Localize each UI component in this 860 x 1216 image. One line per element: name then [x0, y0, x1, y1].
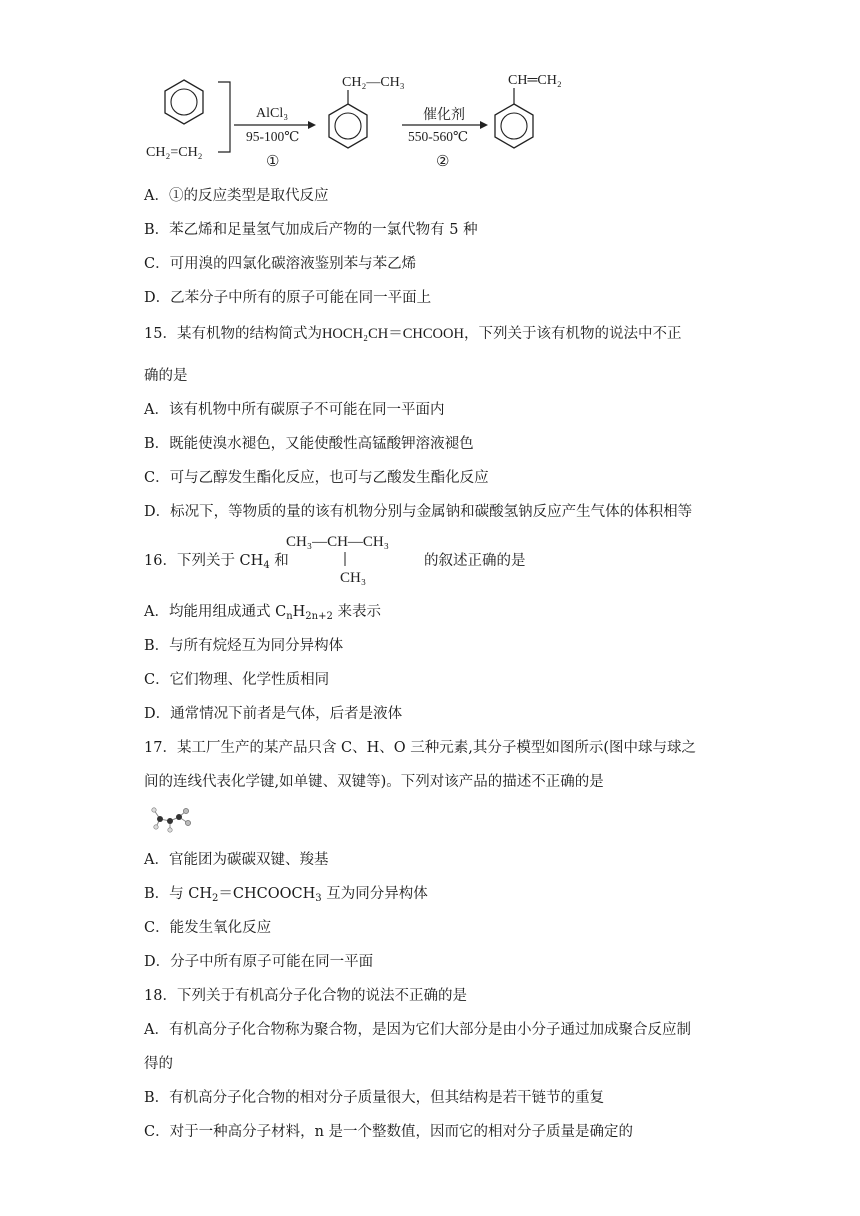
q16-option-b: B．与所有烷烃互为同分异构体 [144, 638, 344, 654]
q17-b-mid: ＝CHCOOCH [218, 886, 316, 902]
q15-option-b: B．既能使溴水褪色，又能使酸性高锰酸钾溶液褪色 [144, 436, 474, 452]
q17-option-c: C．能发生氧化反应 [144, 920, 272, 936]
q15-option-c: C．可与乙醇发生酯化反应，也可与乙酸发生酯化反应 [144, 470, 489, 486]
q18-option-b: B．有机高分子化合物的相对分子质量很大，但其结构是若干链节的重复 [144, 1090, 605, 1106]
q15-option-d: D．标况下，等物质的量的该有机物分别与金属钠和碳酸氢钠反应产生气体的体积相等 [144, 504, 693, 520]
isobutane-main-chain: CH₃—CH—CH₃ [286, 534, 389, 550]
step1-reagent: AlCl₃ [256, 106, 289, 121]
q16-stem-and: 和 [269, 553, 289, 569]
q18-option-a-line2: 得的 [144, 1056, 173, 1072]
q16-stem-pre: 16．下列关于 CH [144, 553, 264, 569]
q16-a-post: 来表示 [332, 604, 381, 620]
step1-condition: 95-100℃ [246, 129, 300, 144]
styrene-structure [495, 73, 562, 148]
q15-option-a: A．该有机物中所有碳原子不可能在同一平面内 [144, 402, 445, 418]
q16-a-sub-2n2: 2n+2 [305, 611, 333, 622]
q16-a-sub-n: n [286, 611, 293, 622]
step2-condition: 550-560℃ [408, 129, 469, 144]
q16-ch4-subscript: 4 [263, 560, 270, 571]
q15-formula: HOCH₂CH＝CHCOOH [321, 326, 464, 342]
ethylbenzene-structure [329, 75, 405, 148]
q15-stem-continued: 确的是 [144, 368, 188, 384]
isobutane-structure [284, 530, 424, 588]
q16-option-c: C．它们物理、化学性质相同 [144, 672, 330, 688]
q15-stem-post: ，下列关于该有机物的说法中不正 [463, 326, 682, 342]
q17-stem-line2: 间的连线代表化学键,如单键、双键等)。下列对该产品的描述不正确的是 [144, 774, 604, 790]
q14-option-b: B．苯乙烯和足量氢气加成后产物的一氯代物有 5 种 [144, 222, 478, 238]
reactant-ethylene: CH₂=CH₂ [146, 145, 203, 160]
q14-option-d: D．乙苯分子中所有的原子可能在同一平面上 [144, 290, 432, 306]
q17-b-pre: B．与 CH [144, 886, 213, 902]
q17-b-sub2: 3 [315, 893, 322, 904]
q16-option-d: D．通常情况下前者是气体，后者是液体 [144, 706, 403, 722]
ethyl-group: CH₂—CH₃ [342, 75, 405, 90]
q16-option-a [144, 602, 381, 622]
isobutane-branch: CH₃ [340, 570, 367, 586]
q18-option-c: C．对于一种高分子材料，n 是一个整数值，因而它的相对分子质量是确定的 [144, 1124, 634, 1140]
q17-option-b [144, 884, 428, 904]
vinyl-group: CH═CH₂ [508, 73, 562, 88]
q17-stem-line1: 17．某工厂生产的某产品只含 C、H、O 三种元素,其分子模型如图所示(图中球与球之 [144, 740, 697, 756]
q15-stem-pre: 15．某有机物的结构简式为 [144, 326, 322, 342]
q16-stem-post: 的叙述正确的是 [424, 553, 526, 569]
q16-stem [144, 551, 289, 571]
q15-stem [144, 324, 681, 344]
reactant-bracket [218, 82, 230, 152]
step1-label: ① [266, 154, 280, 170]
step2-label: ② [436, 154, 450, 170]
q18-stem: 18．下列关于有机高分子化合物的说法不正确的是 [144, 988, 467, 1004]
q16-a-mid: H [292, 604, 306, 620]
molecule-ball-model [148, 803, 194, 835]
q17-b-post: 互为同分异构体 [321, 886, 428, 902]
q17-b-sub1: 2 [212, 893, 219, 904]
q14-option-a: A．①的反应类型是取代反应 [144, 188, 329, 204]
benzene-ring [165, 80, 203, 124]
step2-reagent: 催化剂 [423, 108, 465, 123]
q16-a-pre: A．均能用组成通式 C [144, 604, 287, 620]
q17-option-d: D．分子中所有原子可能在同一平面 [144, 954, 374, 970]
q14-option-c: C．可用溴的四氯化碳溶液鉴别苯与苯乙烯 [144, 256, 417, 272]
q18-option-a-line1: A．有机高分子化合物称为聚合物，是因为它们大部分是由小分子通过加成聚合反应制 [144, 1022, 691, 1038]
q17-option-a: A．官能团为碳碳双键、羧基 [144, 852, 329, 868]
reaction-scheme [140, 62, 600, 180]
